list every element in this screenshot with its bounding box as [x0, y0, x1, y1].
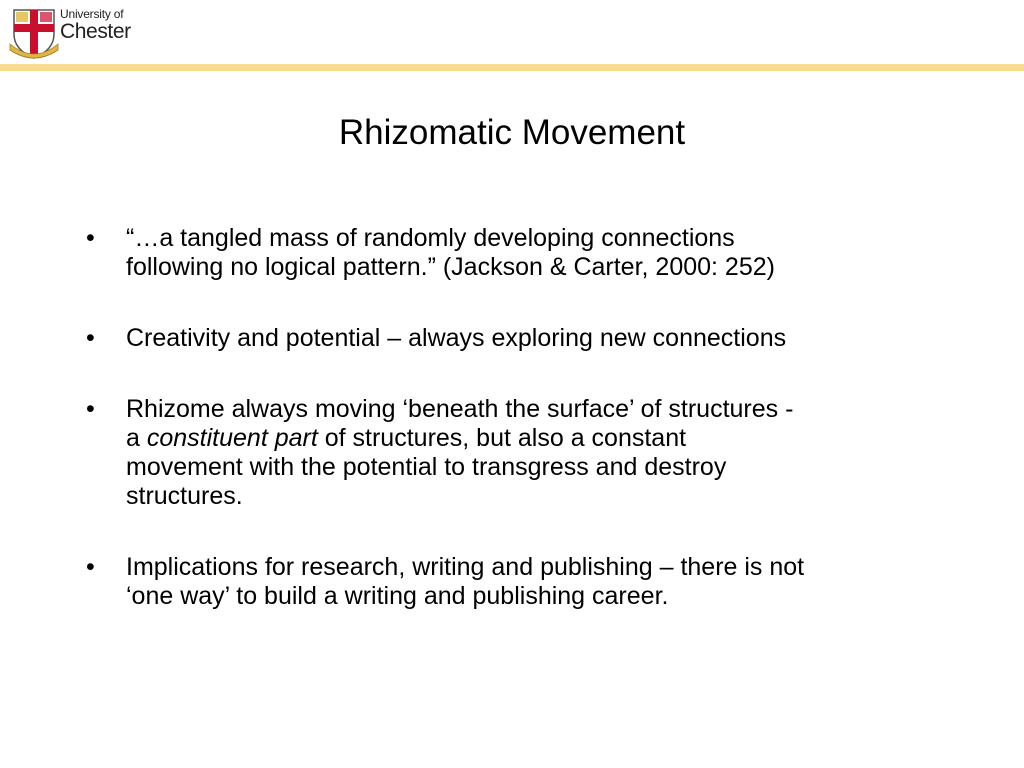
bullet-3-line-2-before: a: [126, 424, 147, 452]
bullet-item-1: [0, 224, 1024, 282]
bullet-item-3: [0, 395, 1024, 511]
bullet-3-line-4: structures.: [126, 482, 243, 510]
bullet-3-line-3: movement with the potential to transgress and destroy: [126, 453, 727, 481]
logo-text-university-of: University of: [60, 7, 124, 21]
bullet-1-line-2: following no logical pattern.” (Jackson & Carter, 2000: 252): [126, 253, 775, 281]
slide-title: Rhizomatic Movement: [338, 113, 686, 152]
university-logo: [6, 4, 146, 60]
bullet-item-4: [0, 553, 1024, 611]
bullet-2-line-1: Creativity and potential – always exploring new connections: [126, 324, 787, 352]
university-crest-icon: [8, 4, 60, 60]
header-divider-band: [0, 64, 1024, 71]
bullet-3-line-1: Rhizome always moving ‘beneath the surface’ of structures -: [126, 395, 794, 423]
bullet-4-line-1: Implications for research, writing and publishing – there is not: [126, 553, 805, 581]
bullet-icon: •: [86, 395, 95, 423]
bullet-1-line-1: “…a tangled mass of randomly developing connections: [126, 224, 735, 252]
bullet-3-emphasis: constituent part: [146, 424, 318, 452]
bullet-3-line-2-after: of structures, but also a constant: [317, 424, 687, 452]
bullet-3-line-2: [126, 424, 954, 453]
bullet-4-line-2: ‘one way’ to build a writing and publishing career.: [126, 582, 669, 610]
bullet-item-2: [0, 324, 1024, 353]
bullet-icon: •: [86, 224, 95, 252]
bullet-icon: •: [86, 324, 95, 352]
logo-text-chester: Chester: [60, 20, 131, 43]
bullet-icon: •: [86, 553, 95, 581]
bullet-list: [0, 224, 1024, 653]
